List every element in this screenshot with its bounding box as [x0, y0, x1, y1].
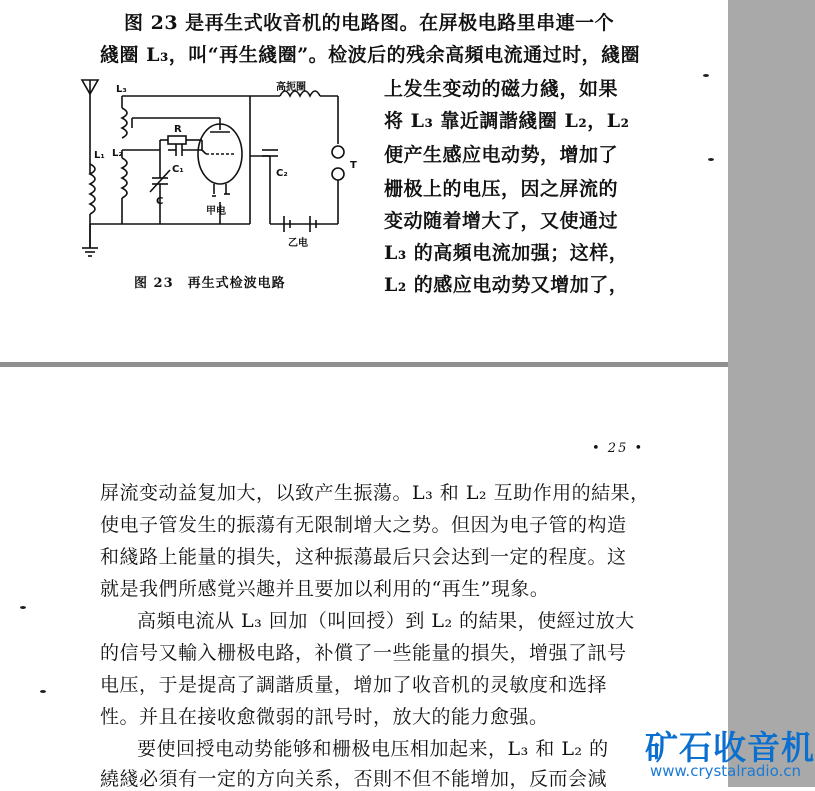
scan-speck	[703, 74, 709, 77]
headphone-icon	[332, 146, 344, 158]
page-separator	[0, 362, 728, 367]
label-a-battery: 甲电	[206, 206, 226, 217]
text-line: L₃ 的高頻电流加强；这样，	[384, 242, 629, 264]
text-line: 将 L₃ 靠近調諧綫圈 L₂，L₂	[384, 110, 630, 132]
scan-speck	[20, 606, 26, 609]
text-line: 电压，于是提高了調諧质量，增加了收音机的灵敏度和选择	[100, 674, 608, 696]
figure-caption: 图 23 再生式检波电路	[134, 276, 286, 291]
text-line: 变动随着增大了，又使通过	[384, 210, 619, 232]
regenerative-detector-circuit	[70, 74, 370, 270]
text-line: 图 23 是再生式收音机的电路图。在屏极电路里串連一个	[124, 12, 615, 34]
text-line: 栅极上的电压，因之屏流的	[384, 178, 619, 200]
label-l3: L₃	[116, 84, 127, 95]
l2-coil	[122, 158, 127, 198]
scan-speck	[40, 690, 46, 693]
label-c2: C₂	[276, 168, 288, 179]
watermark-url: www.crystalradio.cn	[650, 762, 802, 780]
text-line: 綫圈 L₃，叫“再生綫圈”。检波后的残余高頻电流通过时，綫圈	[100, 44, 641, 66]
text-line: 屏流变动益复加大，以致产生振蕩。L₃ 和 L₂ 互助作用的結果，	[100, 482, 650, 504]
label-l2: L₂	[112, 148, 123, 159]
text-line: 就是我們所感覚兴趣并且要加以利用的“再生”現象。	[100, 578, 550, 600]
text-line: 要使回授电动势能够和栅极电压相加起来，L₃ 和 L₂ 的	[137, 738, 609, 760]
text-line: L₂ 的感应电动势又增加了，	[384, 274, 629, 296]
label-c1: C₁	[172, 164, 184, 175]
text-line: 上发生变动的磁力綫，如果	[384, 78, 619, 100]
text-line: 高頻电流从 L₃ 回加（叫回授）到 L₂ 的結果，使經过放大	[137, 610, 635, 632]
viewer-side-gutter	[728, 0, 815, 787]
label-choke: 高扼圈	[276, 82, 306, 93]
text-line: 的信号又輸入栅极电路，补償了一些能量的損失，增强了訊号	[100, 642, 627, 664]
scan-speck	[708, 158, 714, 161]
text-line: 和綫路上能量的損失，这种振蕩最后只会达到一定的程度。这	[100, 546, 627, 568]
text-line: 便产生感应电动势，增加了	[384, 144, 619, 166]
label-b-battery: 乙电	[288, 238, 308, 249]
watermark-site-name: 矿石收音机	[645, 728, 815, 767]
text-line: 使电子管发生的振蕩有无限制增大之势。但因为电子管的构造	[100, 514, 627, 536]
text-line: 繞綫必須有一定的方向关系，否則不但不能增加，反而会減	[100, 768, 608, 790]
label-c: C	[156, 196, 164, 207]
l3-coil	[122, 108, 127, 138]
page-number: • 25 •	[592, 441, 645, 456]
grid-leak-resistor	[168, 136, 186, 144]
scanned-page-top	[0, 0, 728, 362]
label-l1: L₁	[94, 150, 105, 161]
label-t: T	[350, 160, 357, 171]
text-line: 性。并且在接收愈微弱的訊号时，放大的能力愈强。	[100, 706, 549, 728]
vacuum-tube-icon	[198, 124, 242, 184]
label-r: R	[174, 124, 182, 135]
